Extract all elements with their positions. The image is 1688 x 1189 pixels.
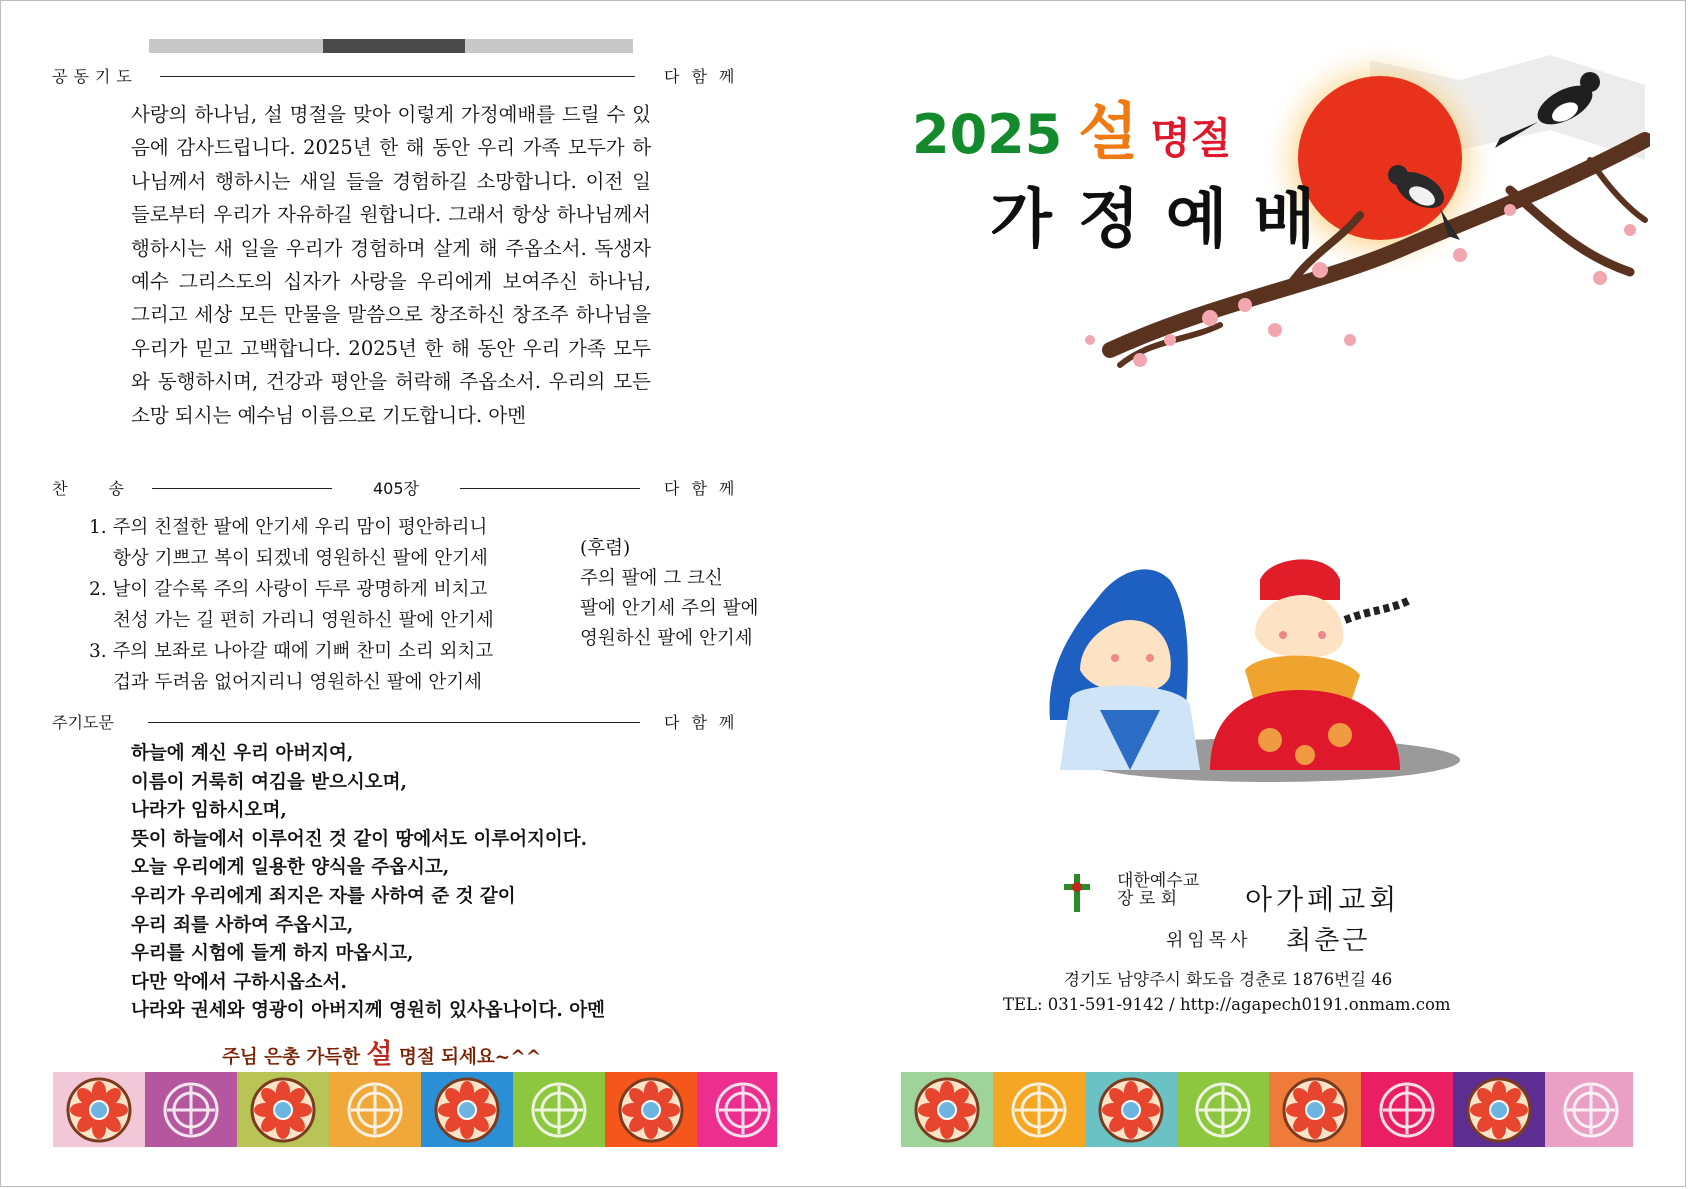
hymn-line: 항상 기쁘고 복이 되겠네 영원하신 팔에 안기세 bbox=[113, 548, 488, 569]
ring-tile bbox=[329, 1072, 421, 1147]
flower-tile bbox=[421, 1072, 513, 1147]
ring-tile bbox=[1361, 1072, 1453, 1147]
flower-tile bbox=[1453, 1072, 1545, 1147]
title-line bbox=[912, 82, 1231, 171]
section-leader: 다함께 bbox=[664, 67, 747, 86]
section-rule bbox=[160, 76, 635, 77]
pastor-title: 위임목사 bbox=[1166, 930, 1252, 951]
branch bbox=[1510, 190, 1630, 272]
branch bbox=[1590, 160, 1645, 220]
girl-figure bbox=[1210, 559, 1410, 770]
greeting-text: 주님 은총 가득한 bbox=[222, 1047, 367, 1068]
pattern-band-left bbox=[53, 1072, 777, 1147]
section-header-hymn bbox=[52, 476, 752, 500]
flower-tile bbox=[605, 1072, 697, 1147]
flower-tile bbox=[1269, 1072, 1361, 1147]
hymn-chorus bbox=[580, 534, 800, 654]
hymn-line: 1. 주의 친절한 팔에 안기세 우리 맘이 평안하리니 bbox=[89, 517, 488, 538]
ring-tile bbox=[697, 1072, 777, 1147]
lords-prayer-line: 나라가 임하시오며, bbox=[131, 800, 287, 822]
ring-tile bbox=[993, 1072, 1085, 1147]
lords-prayer-line: 오늘 우리에게 일용한 양식을 주옵시고, bbox=[131, 857, 450, 879]
title-myeongjeol: 명절 bbox=[1150, 114, 1232, 163]
flower-tile bbox=[53, 1072, 145, 1147]
lords-prayer-line: 나라와 권세와 영광이 아버지께 영원히 있사옵나이다. 아멘 bbox=[131, 1000, 605, 1022]
church-name: 아가페교회 bbox=[1245, 883, 1401, 916]
lords-prayer-line: 뜻이 하늘에서 이루어진 것 같이 땅에서도 이루어지이다. bbox=[131, 828, 588, 850]
holiday-greeting bbox=[222, 1032, 642, 1071]
greeting-text: 명절 되세요~^^ bbox=[392, 1047, 542, 1068]
flower-tile bbox=[901, 1072, 993, 1147]
hymn-line: 2. 날이 갈수록 주의 사랑이 두루 광명하게 비치고 bbox=[89, 579, 488, 600]
title-family-worship: 가정예배 bbox=[990, 183, 1342, 257]
lords-prayer-line: 우리 죄를 사하여 주옵시고, bbox=[131, 914, 354, 936]
ring-tile bbox=[1177, 1072, 1269, 1147]
hymn-verses bbox=[89, 512, 569, 698]
section-label: 찬 송 bbox=[52, 479, 142, 498]
lords-prayer-line: 우리를 시험에 들게 하지 마옵시고, bbox=[131, 943, 414, 965]
church-cross-logo-icon bbox=[1062, 872, 1092, 914]
section-header-lords-prayer bbox=[52, 710, 752, 734]
lords-prayer-line: 우리가 우리에게 죄지은 자를 사하여 준 것 같이 bbox=[131, 885, 516, 907]
church-address: 경기도 남양주시 화도읍 경춘로 1876번길 46 bbox=[1064, 970, 1393, 989]
title-year: 2025 bbox=[912, 103, 1063, 166]
hymn-number: 405장 bbox=[373, 479, 419, 498]
ring-tile bbox=[513, 1072, 605, 1147]
hymn-line: 천성 가는 길 편히 가리니 영원하신 팔에 안기세 bbox=[113, 610, 494, 631]
section-rule bbox=[152, 488, 332, 489]
denomination bbox=[1117, 872, 1199, 908]
chorus-line: 팔에 안기세 주의 팔에 bbox=[580, 598, 759, 619]
ring-tile bbox=[1545, 1072, 1633, 1147]
section-rule bbox=[148, 722, 640, 723]
section-header-prayer bbox=[52, 64, 752, 88]
flower-tile bbox=[1085, 1072, 1177, 1147]
ring-tile bbox=[145, 1072, 237, 1147]
chorus-line: (후렴) bbox=[580, 538, 631, 559]
section-leader: 다함께 bbox=[664, 479, 747, 498]
flower-tile bbox=[237, 1072, 329, 1147]
pastor-name: 최춘근 bbox=[1286, 926, 1371, 956]
section-rule bbox=[460, 488, 640, 489]
denomination-line: 대한예수교 bbox=[1117, 871, 1200, 891]
hymn-line: 3. 주의 보좌로 나아갈 때에 기뻐 찬미 소리 외치고 bbox=[89, 641, 494, 662]
unison-prayer-text: 사랑의 하나님, 설 명절을 맞아 이렇게 가정예배를 드릴 수 있음에 감사드립니다. 2025년 한 해 동안 우리 가족 모두가 하나님께서 행하시는 새일 들을 경험하길 소망합니다. 이전 일들로부터 우리가 자유하길 원합니다. 그래서 항상 하나님께서 행하시는 새 일을 우리가 경험하며 살게 해 주옵소서. 독생자 예수 그리스도의 십자가 사랑을 우리에게 보여주신 하나님, 그리고 세상 모든 만물을 말씀으로 창조하신 창조주 하나님을 우리가 믿고 고백합니다. 2025년 한 해 동안 우리 가족 모두와 동행하시며, 건강과 평안을 허락해 주옵소서. 우리의 모든 소망 되시는 예수님 이름으로 기도합니다. 아멘 bbox=[131, 103, 651, 427]
chorus-line: 주의 팔에 그 크신 bbox=[580, 568, 723, 589]
lords-prayer-line: 이름이 거룩히 여김을 받으시오며, bbox=[131, 771, 407, 793]
lords-prayer-line: 하늘에 계신 우리 아버지여, bbox=[131, 743, 354, 764]
lords-prayer-text bbox=[131, 740, 711, 1026]
title-seol: 설 bbox=[1078, 95, 1139, 168]
section-label: 주기도문 bbox=[52, 713, 114, 732]
church-contact: TEL: 031-591-9142 / http://agapech0191.onmam.com bbox=[1003, 995, 1451, 1014]
chorus-line: 영원하신 팔에 안기세 bbox=[580, 628, 753, 649]
pattern-band-right bbox=[901, 1072, 1633, 1147]
section-leader: 다함께 bbox=[664, 713, 747, 732]
boy-figure bbox=[1050, 569, 1200, 770]
greeting-seol: 설 bbox=[366, 1039, 393, 1070]
lords-prayer-line: 다만 악에서 구하시옵소서. bbox=[131, 971, 347, 993]
top-decor-bar-accent bbox=[323, 39, 465, 53]
section-label: 공동기도 bbox=[52, 67, 138, 86]
hymn-line: 겁과 두려움 없어지리니 영원하신 팔에 안기세 bbox=[113, 672, 482, 693]
hanbok-children-illustration bbox=[1040, 540, 1460, 810]
denomination-line: 장 로 회 bbox=[1117, 889, 1178, 909]
